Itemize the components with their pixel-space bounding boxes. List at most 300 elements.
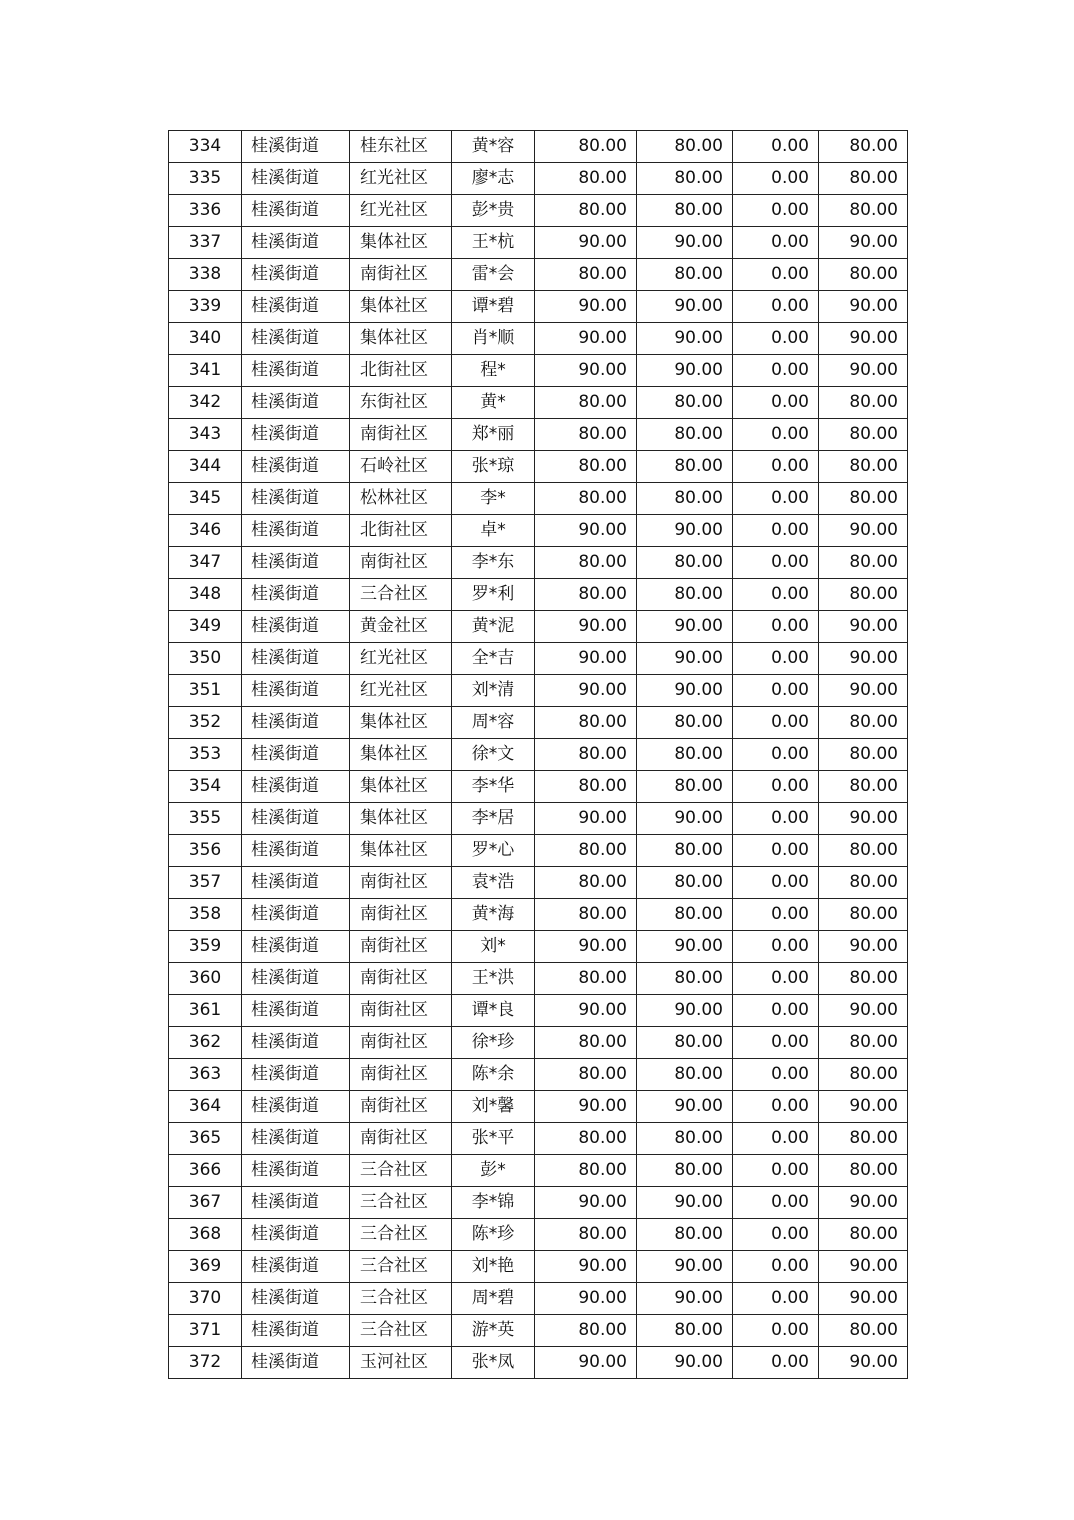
street-cell: 桂溪街道 — [242, 1091, 350, 1123]
community-cell: 三合社区 — [350, 1155, 452, 1187]
amount-cell: 80.00 — [819, 451, 908, 483]
amount-cell: 90.00 — [637, 291, 733, 323]
community-cell: 三合社区 — [350, 579, 452, 611]
name-cell: 刘*清 — [452, 675, 535, 707]
table-row — [169, 643, 908, 675]
amount-cell: 80.00 — [535, 707, 637, 739]
amount-cell: 90.00 — [637, 1091, 733, 1123]
table-row — [169, 963, 908, 995]
name-cell: 李*锦 — [452, 1187, 535, 1219]
amount-cell: 80.00 — [535, 451, 637, 483]
amount-cell: 80.00 — [637, 1315, 733, 1347]
street-cell: 桂溪街道 — [242, 131, 350, 163]
row-index-cell: 340 — [169, 323, 242, 355]
row-index-cell: 336 — [169, 195, 242, 227]
row-index-cell: 346 — [169, 515, 242, 547]
row-index-cell: 339 — [169, 291, 242, 323]
street-cell: 桂溪街道 — [242, 899, 350, 931]
community-cell: 红光社区 — [350, 163, 452, 195]
row-index-cell: 362 — [169, 1027, 242, 1059]
table-row — [169, 995, 908, 1027]
table-body — [169, 131, 908, 1379]
amount-cell: 80.00 — [637, 451, 733, 483]
amount-cell: 0.00 — [733, 1155, 819, 1187]
amount-cell: 0.00 — [733, 771, 819, 803]
table-row — [169, 355, 908, 387]
community-cell: 三合社区 — [350, 1187, 452, 1219]
amount-cell: 90.00 — [637, 1283, 733, 1315]
name-cell: 张*琼 — [452, 451, 535, 483]
amount-cell: 80.00 — [535, 483, 637, 515]
name-cell: 肖*顺 — [452, 323, 535, 355]
amount-cell: 90.00 — [535, 1251, 637, 1283]
data-table — [168, 130, 908, 1379]
table-row — [169, 131, 908, 163]
community-cell: 桂东社区 — [350, 131, 452, 163]
amount-cell: 90.00 — [637, 515, 733, 547]
row-index-cell: 363 — [169, 1059, 242, 1091]
amount-cell: 90.00 — [819, 227, 908, 259]
amount-cell: 0.00 — [733, 835, 819, 867]
row-index-cell: 343 — [169, 419, 242, 451]
amount-cell: 80.00 — [637, 131, 733, 163]
amount-cell: 80.00 — [535, 1155, 637, 1187]
amount-cell: 80.00 — [637, 259, 733, 291]
amount-cell: 0.00 — [733, 1091, 819, 1123]
community-cell: 红光社区 — [350, 195, 452, 227]
street-cell: 桂溪街道 — [242, 739, 350, 771]
amount-cell: 80.00 — [535, 259, 637, 291]
amount-cell: 80.00 — [637, 195, 733, 227]
row-index-cell: 359 — [169, 931, 242, 963]
amount-cell: 90.00 — [819, 1251, 908, 1283]
name-cell: 彭*贵 — [452, 195, 535, 227]
street-cell: 桂溪街道 — [242, 1347, 350, 1379]
amount-cell: 0.00 — [733, 1187, 819, 1219]
street-cell: 桂溪街道 — [242, 579, 350, 611]
name-cell: 郑*丽 — [452, 419, 535, 451]
amount-cell: 80.00 — [637, 835, 733, 867]
amount-cell: 80.00 — [819, 1123, 908, 1155]
street-cell: 桂溪街道 — [242, 387, 350, 419]
street-cell: 桂溪街道 — [242, 867, 350, 899]
street-cell: 桂溪街道 — [242, 547, 350, 579]
amount-cell: 90.00 — [637, 355, 733, 387]
table-row — [169, 1347, 908, 1379]
street-cell: 桂溪街道 — [242, 323, 350, 355]
amount-cell: 90.00 — [637, 227, 733, 259]
community-cell: 南街社区 — [350, 547, 452, 579]
community-cell: 集体社区 — [350, 739, 452, 771]
row-index-cell: 369 — [169, 1251, 242, 1283]
name-cell: 谭*良 — [452, 995, 535, 1027]
street-cell: 桂溪街道 — [242, 611, 350, 643]
amount-cell: 80.00 — [535, 387, 637, 419]
amount-cell: 80.00 — [535, 1059, 637, 1091]
amount-cell: 80.00 — [535, 163, 637, 195]
street-cell: 桂溪街道 — [242, 1155, 350, 1187]
amount-cell: 80.00 — [819, 867, 908, 899]
street-cell: 桂溪街道 — [242, 931, 350, 963]
amount-cell: 80.00 — [819, 771, 908, 803]
amount-cell: 90.00 — [535, 803, 637, 835]
amount-cell: 80.00 — [535, 1219, 637, 1251]
community-cell: 三合社区 — [350, 1283, 452, 1315]
table-row — [169, 739, 908, 771]
amount-cell: 80.00 — [535, 771, 637, 803]
community-cell: 集体社区 — [350, 771, 452, 803]
name-cell: 周*碧 — [452, 1283, 535, 1315]
street-cell: 桂溪街道 — [242, 1123, 350, 1155]
amount-cell: 0.00 — [733, 163, 819, 195]
amount-cell: 0.00 — [733, 579, 819, 611]
table-row — [169, 579, 908, 611]
row-index-cell: 351 — [169, 675, 242, 707]
amount-cell: 0.00 — [733, 355, 819, 387]
amount-cell: 80.00 — [535, 1123, 637, 1155]
amount-cell: 90.00 — [535, 675, 637, 707]
street-cell: 桂溪街道 — [242, 1315, 350, 1347]
amount-cell: 90.00 — [819, 643, 908, 675]
row-index-cell: 353 — [169, 739, 242, 771]
amount-cell: 80.00 — [535, 1027, 637, 1059]
street-cell: 桂溪街道 — [242, 227, 350, 259]
name-cell: 刘* — [452, 931, 535, 963]
name-cell: 张*凤 — [452, 1347, 535, 1379]
street-cell: 桂溪街道 — [242, 835, 350, 867]
table-row — [169, 611, 908, 643]
community-cell: 集体社区 — [350, 291, 452, 323]
table-row — [169, 1315, 908, 1347]
table-row — [169, 867, 908, 899]
name-cell: 雷*会 — [452, 259, 535, 291]
amount-cell: 90.00 — [535, 1187, 637, 1219]
amount-cell: 90.00 — [819, 803, 908, 835]
name-cell: 张*平 — [452, 1123, 535, 1155]
community-cell: 南街社区 — [350, 1123, 452, 1155]
table-row — [169, 451, 908, 483]
amount-cell: 90.00 — [819, 1187, 908, 1219]
amount-cell: 0.00 — [733, 547, 819, 579]
amount-cell: 0.00 — [733, 1059, 819, 1091]
amount-cell: 80.00 — [819, 707, 908, 739]
community-cell: 三合社区 — [350, 1315, 452, 1347]
row-index-cell: 360 — [169, 963, 242, 995]
amount-cell: 80.00 — [535, 131, 637, 163]
street-cell: 桂溪街道 — [242, 451, 350, 483]
name-cell: 袁*浩 — [452, 867, 535, 899]
community-cell: 集体社区 — [350, 707, 452, 739]
community-cell: 集体社区 — [350, 227, 452, 259]
street-cell: 桂溪街道 — [242, 515, 350, 547]
row-index-cell: 354 — [169, 771, 242, 803]
amount-cell: 90.00 — [819, 1347, 908, 1379]
table-row — [169, 1187, 908, 1219]
row-index-cell: 361 — [169, 995, 242, 1027]
amount-cell: 0.00 — [733, 419, 819, 451]
row-index-cell: 350 — [169, 643, 242, 675]
community-cell: 集体社区 — [350, 835, 452, 867]
amount-cell: 90.00 — [637, 1187, 733, 1219]
amount-cell: 0.00 — [733, 803, 819, 835]
row-index-cell: 348 — [169, 579, 242, 611]
amount-cell: 0.00 — [733, 1283, 819, 1315]
row-index-cell: 358 — [169, 899, 242, 931]
table-row — [169, 931, 908, 963]
amount-cell: 80.00 — [819, 1315, 908, 1347]
amount-cell: 90.00 — [535, 995, 637, 1027]
table-row — [169, 291, 908, 323]
row-index-cell: 357 — [169, 867, 242, 899]
amount-cell: 90.00 — [819, 1091, 908, 1123]
name-cell: 全*吉 — [452, 643, 535, 675]
amount-cell: 90.00 — [535, 227, 637, 259]
name-cell: 廖*志 — [452, 163, 535, 195]
street-cell: 桂溪街道 — [242, 1219, 350, 1251]
street-cell: 桂溪街道 — [242, 995, 350, 1027]
community-cell: 南街社区 — [350, 419, 452, 451]
row-index-cell: 334 — [169, 131, 242, 163]
table-row — [169, 323, 908, 355]
name-cell: 李* — [452, 483, 535, 515]
community-cell: 南街社区 — [350, 931, 452, 963]
table-row — [169, 835, 908, 867]
row-index-cell: 345 — [169, 483, 242, 515]
street-cell: 桂溪街道 — [242, 163, 350, 195]
table-row — [169, 771, 908, 803]
street-cell: 桂溪街道 — [242, 355, 350, 387]
amount-cell: 80.00 — [819, 1219, 908, 1251]
amount-cell: 0.00 — [733, 515, 819, 547]
name-cell: 李*居 — [452, 803, 535, 835]
community-cell: 南街社区 — [350, 963, 452, 995]
table-row — [169, 259, 908, 291]
table-row — [169, 1123, 908, 1155]
amount-cell: 90.00 — [819, 995, 908, 1027]
amount-cell: 80.00 — [637, 1219, 733, 1251]
name-cell: 周*容 — [452, 707, 535, 739]
amount-cell: 90.00 — [535, 611, 637, 643]
amount-cell: 80.00 — [819, 963, 908, 995]
amount-cell: 80.00 — [819, 1155, 908, 1187]
amount-cell: 80.00 — [819, 387, 908, 419]
row-index-cell: 367 — [169, 1187, 242, 1219]
amount-cell: 0.00 — [733, 707, 819, 739]
name-cell: 陈*余 — [452, 1059, 535, 1091]
name-cell: 徐*文 — [452, 739, 535, 771]
community-cell: 东街社区 — [350, 387, 452, 419]
amount-cell: 80.00 — [819, 419, 908, 451]
row-index-cell: 370 — [169, 1283, 242, 1315]
amount-cell: 80.00 — [637, 1059, 733, 1091]
amount-cell: 80.00 — [535, 1315, 637, 1347]
amount-cell: 90.00 — [637, 643, 733, 675]
amount-cell: 0.00 — [733, 1347, 819, 1379]
street-cell: 桂溪街道 — [242, 643, 350, 675]
name-cell: 刘*馨 — [452, 1091, 535, 1123]
amount-cell: 80.00 — [535, 899, 637, 931]
amount-cell: 0.00 — [733, 259, 819, 291]
amount-cell: 80.00 — [637, 899, 733, 931]
amount-cell: 80.00 — [637, 419, 733, 451]
amount-cell: 0.00 — [733, 483, 819, 515]
amount-cell: 90.00 — [535, 1347, 637, 1379]
name-cell: 王*杭 — [452, 227, 535, 259]
name-cell: 黄*海 — [452, 899, 535, 931]
community-cell: 北街社区 — [350, 515, 452, 547]
amount-cell: 90.00 — [535, 291, 637, 323]
name-cell: 卓* — [452, 515, 535, 547]
amount-cell: 80.00 — [637, 1155, 733, 1187]
amount-cell: 80.00 — [535, 419, 637, 451]
amount-cell: 0.00 — [733, 131, 819, 163]
community-cell: 松林社区 — [350, 483, 452, 515]
community-cell: 南街社区 — [350, 995, 452, 1027]
row-index-cell: 371 — [169, 1315, 242, 1347]
street-cell: 桂溪街道 — [242, 675, 350, 707]
name-cell: 游*英 — [452, 1315, 535, 1347]
amount-cell: 90.00 — [535, 515, 637, 547]
amount-cell: 80.00 — [819, 1027, 908, 1059]
row-index-cell: 342 — [169, 387, 242, 419]
amount-cell: 90.00 — [819, 675, 908, 707]
amount-cell: 0.00 — [733, 963, 819, 995]
amount-cell: 80.00 — [637, 163, 733, 195]
amount-cell: 80.00 — [637, 387, 733, 419]
name-cell: 彭* — [452, 1155, 535, 1187]
amount-cell: 80.00 — [535, 867, 637, 899]
row-index-cell: 344 — [169, 451, 242, 483]
table-row — [169, 899, 908, 931]
table-row — [169, 387, 908, 419]
name-cell: 罗*利 — [452, 579, 535, 611]
community-cell: 南街社区 — [350, 1059, 452, 1091]
street-cell: 桂溪街道 — [242, 259, 350, 291]
street-cell: 桂溪街道 — [242, 1187, 350, 1219]
community-cell: 南街社区 — [350, 259, 452, 291]
street-cell: 桂溪街道 — [242, 483, 350, 515]
amount-cell: 0.00 — [733, 995, 819, 1027]
table-row — [169, 227, 908, 259]
row-index-cell: 372 — [169, 1347, 242, 1379]
amount-cell: 80.00 — [637, 707, 733, 739]
amount-cell: 0.00 — [733, 451, 819, 483]
amount-cell: 80.00 — [637, 771, 733, 803]
row-index-cell: 364 — [169, 1091, 242, 1123]
street-cell: 桂溪街道 — [242, 291, 350, 323]
table-row — [169, 1219, 908, 1251]
table-row — [169, 1027, 908, 1059]
row-index-cell: 365 — [169, 1123, 242, 1155]
amount-cell: 0.00 — [733, 1251, 819, 1283]
amount-cell: 80.00 — [819, 739, 908, 771]
row-index-cell: 349 — [169, 611, 242, 643]
name-cell: 李*华 — [452, 771, 535, 803]
amount-cell: 90.00 — [637, 1347, 733, 1379]
table-row — [169, 419, 908, 451]
amount-cell: 90.00 — [819, 291, 908, 323]
table-row — [169, 1155, 908, 1187]
amount-cell: 0.00 — [733, 1123, 819, 1155]
street-cell: 桂溪街道 — [242, 707, 350, 739]
street-cell: 桂溪街道 — [242, 963, 350, 995]
name-cell: 陈*珍 — [452, 1219, 535, 1251]
community-cell: 石岭社区 — [350, 451, 452, 483]
amount-cell: 90.00 — [535, 643, 637, 675]
amount-cell: 90.00 — [637, 995, 733, 1027]
amount-cell: 80.00 — [819, 547, 908, 579]
street-cell: 桂溪街道 — [242, 1283, 350, 1315]
name-cell: 谭*碧 — [452, 291, 535, 323]
community-cell: 玉河社区 — [350, 1347, 452, 1379]
amount-cell: 80.00 — [637, 579, 733, 611]
community-cell: 南街社区 — [350, 1091, 452, 1123]
amount-cell: 0.00 — [733, 643, 819, 675]
amount-cell: 80.00 — [535, 835, 637, 867]
amount-cell: 90.00 — [819, 323, 908, 355]
amount-cell: 90.00 — [535, 1091, 637, 1123]
community-cell: 三合社区 — [350, 1251, 452, 1283]
amount-cell: 90.00 — [637, 1251, 733, 1283]
row-index-cell: 338 — [169, 259, 242, 291]
amount-cell: 80.00 — [535, 547, 637, 579]
table-row — [169, 1283, 908, 1315]
table-row — [169, 1091, 908, 1123]
table-row — [169, 803, 908, 835]
amount-cell: 80.00 — [819, 483, 908, 515]
name-cell: 李*东 — [452, 547, 535, 579]
name-cell: 罗*心 — [452, 835, 535, 867]
amount-cell: 0.00 — [733, 931, 819, 963]
amount-cell: 0.00 — [733, 387, 819, 419]
amount-cell: 80.00 — [637, 867, 733, 899]
community-cell: 三合社区 — [350, 1219, 452, 1251]
community-cell: 南街社区 — [350, 899, 452, 931]
table-row — [169, 675, 908, 707]
amount-cell: 90.00 — [637, 675, 733, 707]
row-index-cell: 337 — [169, 227, 242, 259]
amount-cell: 80.00 — [819, 163, 908, 195]
amount-cell: 90.00 — [535, 1283, 637, 1315]
amount-cell: 80.00 — [637, 547, 733, 579]
amount-cell: 90.00 — [535, 355, 637, 387]
amount-cell: 0.00 — [733, 611, 819, 643]
amount-cell: 80.00 — [637, 1123, 733, 1155]
amount-cell: 90.00 — [819, 355, 908, 387]
name-cell: 王*洪 — [452, 963, 535, 995]
street-cell: 桂溪街道 — [242, 1027, 350, 1059]
amount-cell: 90.00 — [637, 803, 733, 835]
amount-cell: 90.00 — [819, 931, 908, 963]
amount-cell: 80.00 — [535, 963, 637, 995]
table-row — [169, 1251, 908, 1283]
amount-cell: 80.00 — [535, 195, 637, 227]
table-row — [169, 515, 908, 547]
amount-cell: 80.00 — [819, 835, 908, 867]
row-index-cell: 366 — [169, 1155, 242, 1187]
amount-cell: 0.00 — [733, 1027, 819, 1059]
table-row — [169, 547, 908, 579]
amount-cell: 0.00 — [733, 227, 819, 259]
name-cell: 黄* — [452, 387, 535, 419]
amount-cell: 90.00 — [819, 515, 908, 547]
table-row — [169, 1059, 908, 1091]
amount-cell: 0.00 — [733, 899, 819, 931]
amount-cell: 80.00 — [819, 899, 908, 931]
amount-cell: 80.00 — [637, 1027, 733, 1059]
table-row — [169, 707, 908, 739]
amount-cell: 90.00 — [637, 611, 733, 643]
